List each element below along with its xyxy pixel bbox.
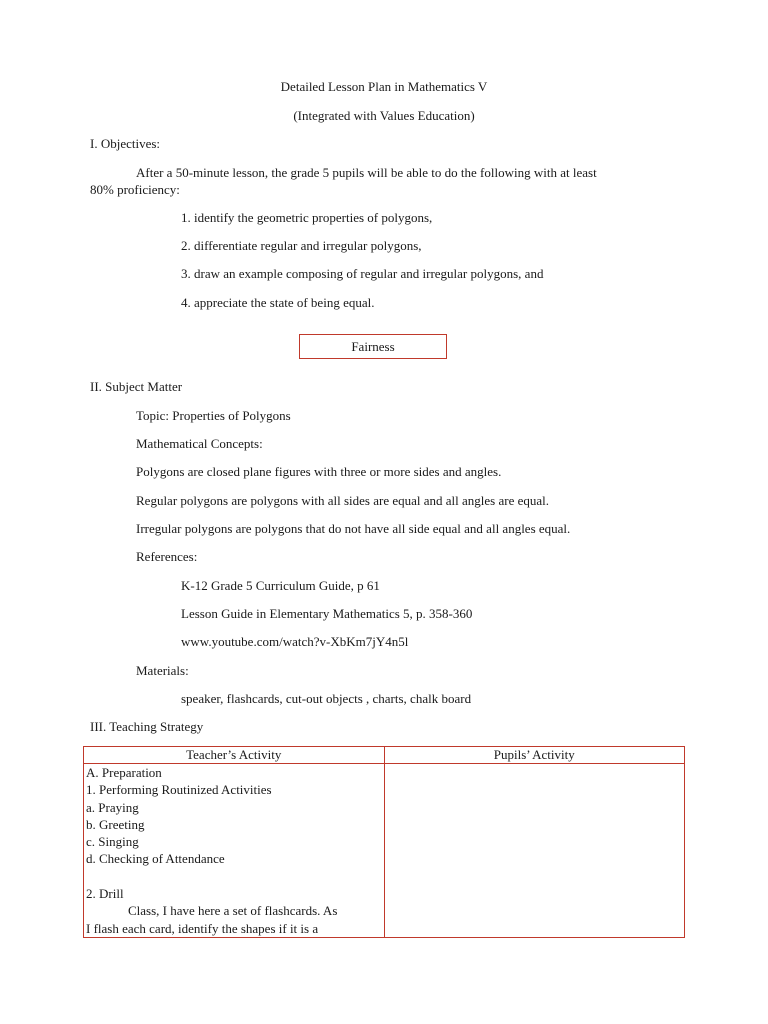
objectives-intro-line2: 80% proficiency: <box>90 182 180 197</box>
teacher-line-greeting: b. Greeting <box>86 816 145 832</box>
concept-line-2: Regular polygons are polygons with all sides are equal and all angles are equal. <box>136 493 549 508</box>
materials-label: Materials: <box>136 663 189 678</box>
objectives-heading: I. Objectives: <box>90 136 161 151</box>
teacher-line-singing: c. Singing <box>86 834 139 850</box>
teacher-line-preparation: A. Preparation <box>86 765 162 780</box>
teacher-line-praying: a. Praying <box>86 799 139 815</box>
teaching-strategy-heading: III. Teaching Strategy <box>90 719 204 734</box>
drill-text-line2: I flash each card, identify the shapes if it is a <box>86 920 319 936</box>
topic-line: Topic: Properties of Polygons <box>136 408 291 423</box>
objective-item-2: 2. differentiate regular and irregular polygons, <box>181 238 422 253</box>
page-title: Detailed Lesson Plan in Mathematics V <box>280 79 488 94</box>
materials-list: speaker, flashcards, cut-out objects , charts, chalk board <box>181 691 472 706</box>
concepts-label: Mathematical Concepts: <box>136 436 263 451</box>
pupils-activity-header: Pupils’ Activity <box>384 747 685 764</box>
objective-item-1: 1. identify the geometric properties of polygons, <box>181 210 433 225</box>
teacher-line-attendance: d. Checking of Attendance <box>86 851 225 867</box>
teacher-line-blank <box>86 868 382 885</box>
concept-line-1: Polygons are closed plane figures with three or more sides and angles. <box>136 464 502 479</box>
concept-line-3: Irregular polygons are polygons that do not have all side equal and all angles equal. <box>136 521 571 536</box>
value-box: Fairness <box>299 334 447 359</box>
objectives-intro-line1: After a 50-minute lesson, the grade 5 pupils will be able to do the following with at least <box>136 165 597 180</box>
objective-item-4: 4. appreciate the state of being equal. <box>181 295 375 310</box>
activity-table <box>83 746 685 938</box>
reference-item-1: K-12 Grade 5 Curriculum Guide, p 61 <box>181 578 380 593</box>
drill-text-line1: Class, I have here a set of flashcards. As <box>128 903 338 919</box>
teacher-line-routinized: 1. Performing Routinized Activities <box>86 782 272 798</box>
reference-item-3: www.youtube.com/watch?v-XbKm7jY4n5l <box>181 634 409 649</box>
teacher-line-drill: 2. Drill <box>86 886 124 902</box>
references-label: References: <box>136 549 198 564</box>
objective-item-3: 3. draw an example composing of regular and irregular polygons, and <box>181 266 544 281</box>
page-subtitle: (Integrated with Values Education) <box>293 108 475 123</box>
subject-matter-heading: II. Subject Matter <box>90 379 183 394</box>
teacher-activity-cell <box>84 764 385 938</box>
reference-item-2: Lesson Guide in Elementary Mathematics 5, p. 358-360 <box>181 606 473 621</box>
pupils-activity-cell <box>384 764 685 938</box>
teacher-activity-header: Teacher’s Activity <box>84 747 385 764</box>
